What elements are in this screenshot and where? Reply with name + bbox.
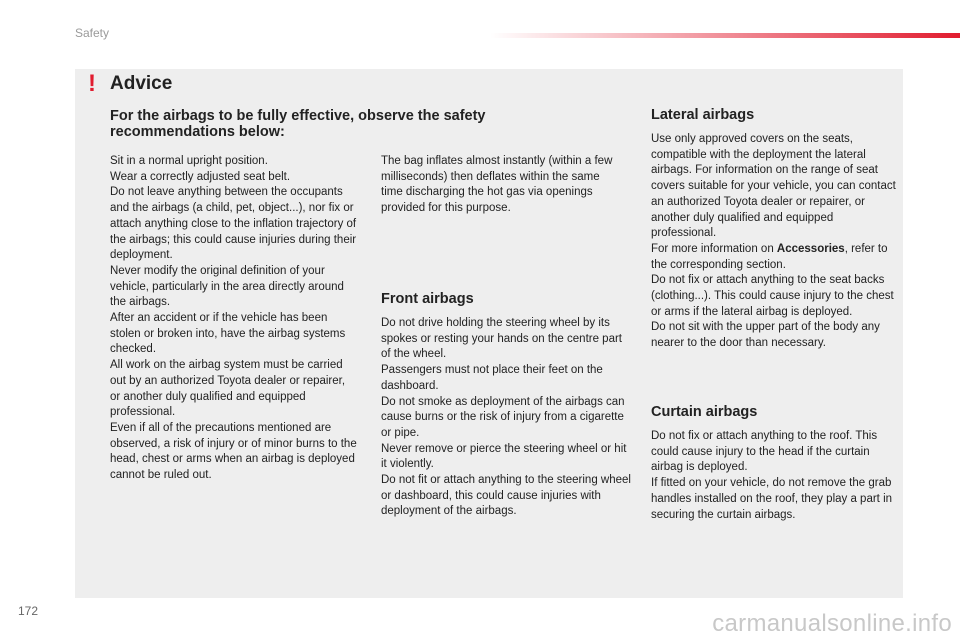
- advice-line: After an accident or if the vehicle has been stolen or broken into, have the airbag systems checked.: [110, 312, 346, 356]
- intro-heading: For the airbags to be fully effective, observe the safety recommendations below:: [110, 108, 486, 140]
- lateral-line-accessories: [651, 242, 901, 273]
- lateral-line: Use only approved covers on the seats, compatible with the deployment the lateral airbags. For information on the range of seat covers suitable for your vehicle, you can contact an authorized Toyota dealer or repairer, or another duly qualified and equipped professional.: [651, 133, 896, 240]
- header-accent-bar: [490, 33, 960, 38]
- curtain-line: Do not fix or attach anything to the roof. This could cause injury to the head if the curtain airbag is deployed.: [651, 430, 878, 474]
- general-advice-column: [110, 154, 358, 484]
- front-airbags-heading: Front airbags: [381, 291, 474, 307]
- advice-line: Wear a correctly adjusted seat belt.: [110, 170, 291, 183]
- advice-line: Sit in a normal upright position.: [110, 155, 268, 167]
- front-line: Passengers must not place their feet on the dashboard.: [381, 364, 603, 392]
- lateral-line-suffix: , refer to the corresponding section.: [651, 242, 888, 271]
- section-label: Safety: [75, 26, 110, 40]
- curtain-line: If fitted on your vehicle, do not remove the grab handles installed on the roof, they play a part in securing the curtain airbags.: [651, 477, 893, 521]
- curtain-airbags-column: [651, 429, 901, 523]
- inflation-paragraph: The bag inflates almost instantly (within a few milliseconds) then deflates within the same time discharging the hot gas via openings provided for this purpose.: [381, 155, 613, 215]
- lateral-airbags-heading: Lateral airbags: [651, 107, 755, 123]
- lateral-airbags-column: [651, 132, 901, 352]
- lateral-line: Do not fix or attach anything to the seat backs (clothing...). This could cause injury to the chest or arms if the lateral airbag is deployed.: [651, 274, 894, 318]
- curtain-airbags-heading: Curtain airbags: [651, 404, 758, 420]
- advice-line: Even if all of the precautions mentioned are observed, a risk of injury or of minor burns to the head, chest or arms when an airbag is deployed cannot be ruled out.: [110, 421, 357, 482]
- front-line: Do not fit or attach anything to the steering wheel or dashboard, this could cause injuries with deployment of the airbags.: [381, 474, 631, 518]
- advice-line: All work on the airbag system must be carried out by an authorized Toyota dealer or repairer, or another duly qualified and equipped professional.: [110, 359, 346, 419]
- advice-line: Do not leave anything between the occupants and the airbags (a child, pet, object...), nor fix or attach anything close to the inflation trajectory of the airbags; this could cause injuries during their deployment.: [110, 186, 357, 262]
- front-line: Do not smoke as deployment of the airbags can cause burns or the risk of injury from a cigarette or pipe.: [381, 395, 625, 439]
- front-line: Do not drive holding the steering wheel by its spokes or resting your hands on the centre part of the wheel.: [381, 317, 623, 361]
- lateral-line-prefix: For more information on: [651, 242, 777, 255]
- page-number: 172: [18, 604, 39, 618]
- advice-line: Never modify the original definition of your vehicle, particularly in the area directly around the airbags.: [110, 264, 344, 309]
- accessories-keyword: Accessories: [776, 242, 845, 255]
- advice-title: Advice: [110, 73, 173, 94]
- exclamation-icon: !: [88, 70, 96, 97]
- front-line: Never remove or pierce the steering wheel or hit it violently.: [381, 442, 627, 471]
- inflation-text: [381, 154, 619, 217]
- watermark: carmanualsonline.info: [712, 610, 952, 637]
- lateral-line: Do not sit with the upper part of the body any nearer to the door than necessary.: [651, 321, 880, 350]
- front-airbags-column: [381, 316, 633, 520]
